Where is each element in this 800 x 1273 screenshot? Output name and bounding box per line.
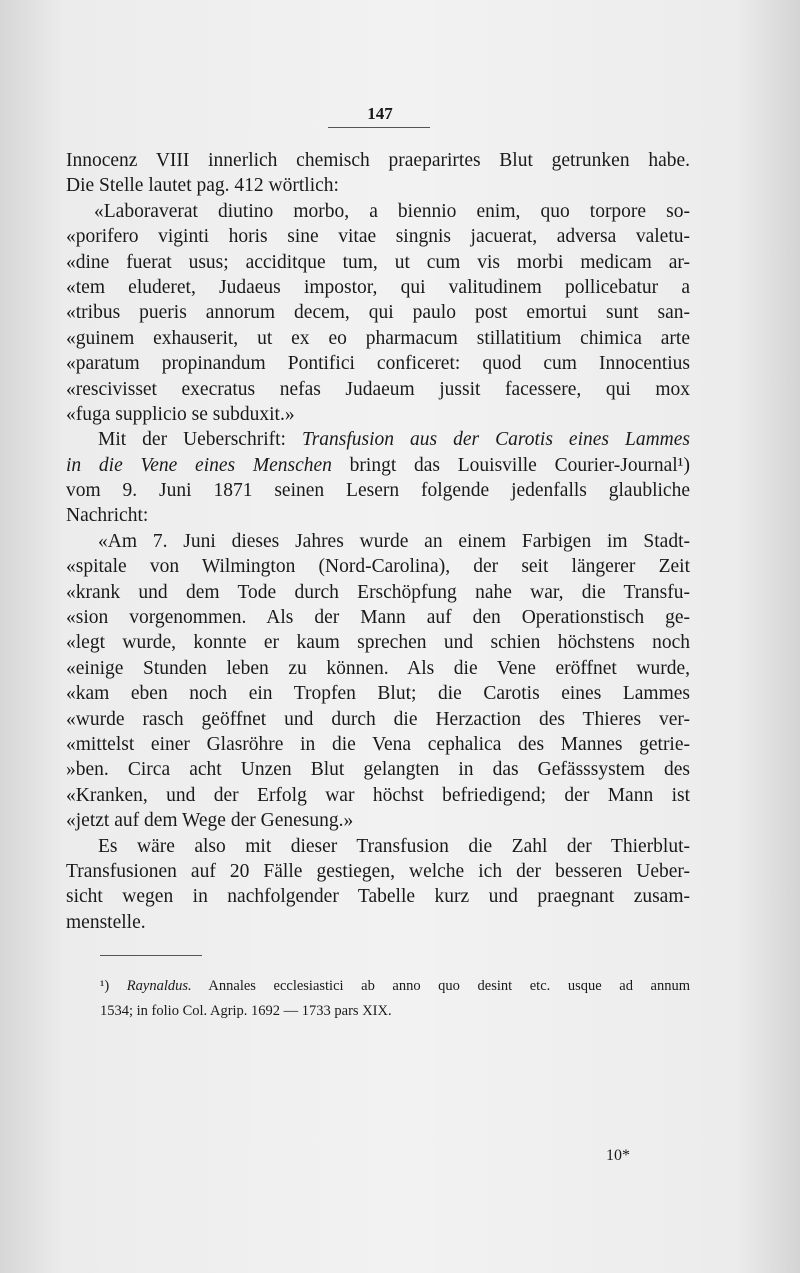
quote-line: «Am 7. Juni dieses Jahres wurde an einem Farbigen im Stadt- — [98, 530, 690, 552]
quote-line: »ben. Circa acht Unzen Blut gelangten in das Gefässsystem des — [66, 759, 690, 781]
italic-title: in die Vene eines Menschen — [66, 454, 332, 476]
text-line: Es wäre also mit dieser Transfusion die Zahl der Thierblut- — [98, 835, 690, 857]
quote-line: «mittelst einer Glasröhre in die Vena cephalica des Mannes getrie- — [66, 733, 690, 755]
quote-line: «dine fuerat usus; acciditque tum, ut cum vis morbi medicam ar- — [66, 251, 690, 273]
text-line — [66, 453, 690, 478]
quote-line: «kam eben noch ein Tropfen Blut; die Carotis eines Lammes — [66, 683, 690, 705]
italic-title: Transfusion aus der Carotis eines Lammes — [301, 429, 690, 451]
footnote-rule — [100, 955, 202, 956]
quote-line: «Laboraverat diutino morbo, a biennio enim, quo torpore so- — [94, 200, 690, 222]
body-text — [66, 148, 690, 935]
footnote-line — [100, 974, 690, 999]
signature-mark: 10* — [606, 1147, 630, 1164]
quote-line: «sion vorgenommen. Als der Mann auf den Operationstisch ge- — [66, 607, 690, 629]
page-number: 147 — [367, 104, 393, 123]
quote-line: «wurde rasch geöffnet und durch die Herzaction des Thieres ver- — [66, 708, 690, 730]
text-line: Nachricht: — [66, 505, 149, 527]
text-line: sicht wegen in nachfolgender Tabelle kurz und praegnant zusam- — [66, 886, 690, 908]
text-line: vom 9. Juni 1871 seinen Lesern folgende jedenfalls glaubliche — [66, 480, 690, 502]
footnote-marker: ¹) — [100, 978, 110, 994]
quote-line: «porifero viginti horis sine vitae singnis jacuerat, adversa valetu- — [66, 226, 690, 248]
text-line: Innocenz VIII innerlich chemisch praeparirtes Blut getrunken habe. — [66, 150, 690, 171]
text-line — [66, 427, 690, 452]
quote-line: «spitale von Wilmington (Nord-Carolina), der seit längerer Zeit — [66, 556, 690, 578]
quote-line: «tribus pueris annorum decem, qui paulo post emortui sunt san- — [66, 302, 690, 324]
quote-line: «tem eluderet, Judaeus impostor, qui valitudinem pollicebatur a — [66, 276, 690, 298]
quote-line: «Kranken, und der Erfolg war höchst befriedigend; der Mann ist — [66, 784, 690, 806]
quote-line: «guinem exhauserit, ut ex eo pharmacum stillatitium chimica arte — [66, 327, 690, 349]
quote-line: «legt wurde, konnte er kaum sprechen und schien höchstens noch — [66, 632, 690, 654]
text-line: menstelle. — [66, 911, 146, 933]
footnote-line: 1534; in folio Col. Agrip. 1692 — 1733 pars XIX. — [100, 1003, 392, 1019]
footnote — [100, 974, 690, 1024]
quote-line: «einige Stunden leben zu können. Als die Vene eröffnet wurde, — [66, 657, 690, 679]
quote-line: «jetzt auf dem Wege der Genesung.» — [66, 810, 354, 832]
text-line: Transfusionen auf 20 Fälle gestiegen, welche ich der besseren Ueber- — [66, 860, 690, 882]
footnote-author: Raynaldus. — [126, 978, 192, 994]
quote-line: «paratum propinandum Pontifici conficeret: quod cum Innocentius — [66, 353, 690, 375]
footnote-text: Annales ecclesiastici ab anno quo desint etc. usque ad annum — [191, 978, 690, 994]
text-line: Die Stelle lautet pag. 412 wörtlich: — [66, 175, 339, 197]
line-text: bringt das Louisville Courier-Journal¹) — [331, 454, 690, 476]
quote-line: «rescivisset execratus nefas Judaeum jussit facessere, qui mox — [66, 378, 690, 400]
line-text: Mit der Ueberschrift: — [98, 429, 302, 451]
quote-line: «krank und dem Tode durch Erschöpfung nahe war, die Transfu- — [66, 581, 690, 603]
quote-line: «fuga supplicio se subduxit.» — [66, 403, 295, 425]
header-rule — [328, 127, 430, 128]
